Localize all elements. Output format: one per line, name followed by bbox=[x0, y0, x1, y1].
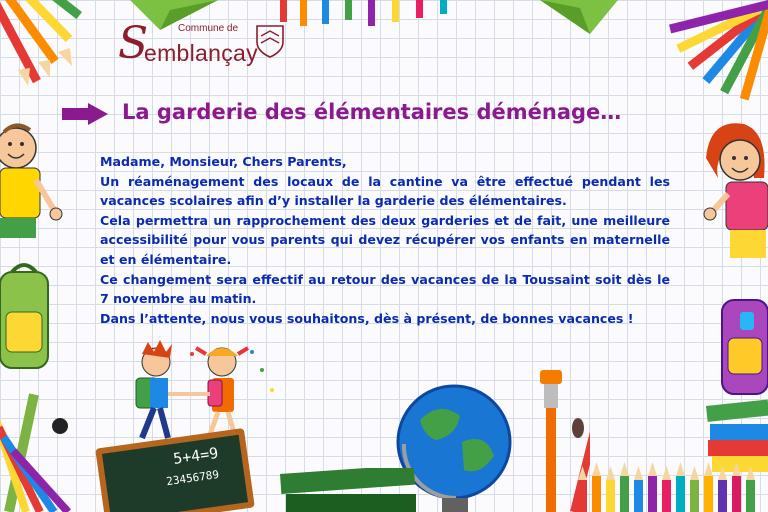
crest-icon bbox=[255, 24, 285, 58]
paper-plane-icon bbox=[540, 0, 620, 36]
logo-name: emblançay bbox=[144, 40, 258, 66]
arrow-right-icon bbox=[62, 103, 108, 125]
child-icon bbox=[0, 118, 66, 238]
chalkboard-line: 5+4=9 bbox=[172, 443, 220, 468]
commune-logo bbox=[118, 20, 288, 74]
colored-pencils-icon bbox=[640, 0, 768, 110]
paragraph: Ce changement sera effectif au retour des vacances de la Toussaint soit dès le 7 novembre au matin. bbox=[100, 271, 670, 307]
page-title: La garderie des élémentaires déménage… bbox=[122, 100, 622, 124]
greeting-line: Madame, Monsieur, Chers Parents, bbox=[100, 154, 347, 169]
books-icon bbox=[280, 468, 420, 512]
closing-line: Dans l’attente, nous vous souhaitons, dès à présent, de bonnes vacances ! bbox=[100, 310, 634, 326]
chalkboard bbox=[95, 428, 255, 512]
logo-small-text: Commune de bbox=[178, 23, 239, 34]
child-icon bbox=[700, 118, 768, 258]
backpack-icon bbox=[0, 262, 52, 372]
paragraph: Un réaménagement des locaux de la cantine va être effectué pendant les vacances scolaires afin d’y installer la garderie des élémentaires. bbox=[100, 173, 670, 209]
logo-initial: S bbox=[118, 18, 149, 69]
chalkboard-line: 23456789 bbox=[165, 467, 220, 489]
colored-pencils-icon bbox=[578, 462, 768, 512]
colored-pencils-icon bbox=[270, 0, 470, 30]
letter-body bbox=[100, 152, 670, 328]
colored-pencils-icon bbox=[0, 0, 110, 90]
paragraph: Cela permettra un rapprochement des deux garderies et de fait, une meilleure accessibilité pour vous parents qui devez récupérer vos enfants en maternelle et en élémentaire. bbox=[100, 212, 670, 267]
backpack-icon bbox=[718, 292, 768, 396]
colored-pencils-icon bbox=[0, 392, 110, 512]
